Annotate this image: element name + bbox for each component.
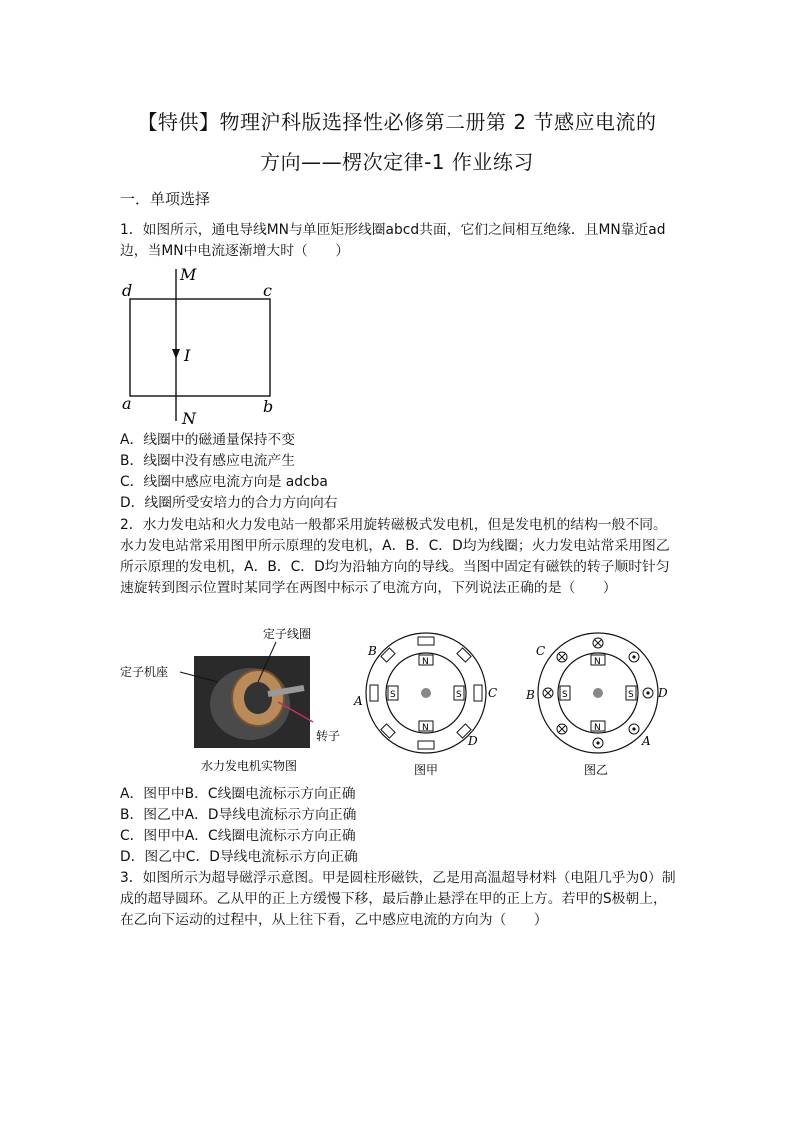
caption-photo: 水力发电机实物图: [201, 759, 298, 773]
yi-pole-n-bottom: N: [594, 723, 601, 733]
current-arrow-icon: [172, 349, 180, 359]
q1-option-a: A．线圈中的磁通量保持不变: [120, 432, 295, 448]
caption-yi: 图乙: [584, 763, 609, 777]
q1-option-c: C．线圈中感应电流方向是 adcba: [120, 474, 328, 490]
jia-label-A: A: [354, 694, 363, 708]
caption-jia: 图甲: [414, 763, 439, 777]
jia-label-B: B: [368, 644, 377, 658]
yi-pole-s-right: S: [628, 690, 634, 700]
yi-label-C: C: [536, 644, 546, 658]
question-1-stem: 1．如图所示，通电导线MN与单匝矩形线圈abcd共面，它们之间相互绝缘．且MN靠近ad边，当MN中电流逐渐增大时（ ）: [120, 222, 666, 259]
q1-option-d: D．线圈所受安培力的合力方向向右: [120, 495, 338, 511]
pole-s-left: S: [390, 690, 396, 700]
yi-pole-n-top: N: [594, 657, 601, 667]
label-rotor: 转子: [316, 729, 341, 743]
label-I: I: [184, 346, 191, 365]
label-d: d: [122, 281, 133, 300]
q2-option-c: C．图甲中A．C线圈电流标示方向正确: [120, 828, 356, 844]
diagram-jia: [353, 633, 497, 753]
label-stator-base: 定子机座: [120, 665, 169, 679]
section-heading: 一．单项选择: [120, 190, 211, 208]
pole-n-top: N: [422, 657, 429, 667]
yi-pole-s-left: S: [562, 690, 568, 700]
coil-rectangle: [130, 299, 270, 396]
question-2-stem: 2．水力发电站和火力发电站一般都采用旋转磁极式发电机，但是发电机的结构一般不同。水力发电站常采用图甲所示原理的发电机，A．B．C．D均为线圈；火力发电站常采用图乙所示原理的发电机，A．B．C．D均为沿轴方向的导线。当图中固定有磁铁的转子顺时针匀速旋转到图示位置时某同学在两图中标示了电流方向，下列说法正确的是（ ）: [120, 517, 670, 596]
document-title-line-2: 方向——楞次定律-1 作业练习: [260, 150, 534, 174]
q2-option-b: B．图乙中A．D导线电流标示方向正确: [120, 807, 357, 823]
label-N: N: [182, 409, 196, 428]
label-b: b: [263, 397, 274, 416]
question-1-figure: [118, 264, 288, 428]
diagram-yi: [525, 633, 668, 753]
pole-n-bottom: N: [422, 723, 429, 733]
label-c: c: [263, 281, 272, 300]
yi-label-A: A: [642, 734, 651, 748]
label-M: M: [180, 265, 197, 284]
document-title-line-1: 【特供】物理沪科版选择性必修第二册第 2 节感应电流的: [137, 110, 657, 134]
label-a: a: [122, 394, 132, 413]
generator-photo: [180, 642, 313, 748]
q1-option-b: B．线圈中没有感应电流产生: [120, 453, 296, 469]
question-2-figure: [118, 622, 678, 782]
yi-label-B: B: [526, 688, 535, 702]
yi-label-D: D: [658, 686, 668, 700]
question-3-stem: 3．如图所示为超导磁浮示意图。甲是圆柱形磁铁，乙是用高温超导材料（电阻几乎为0）制成的超导圆环。乙从甲的正上方缓慢下移，最后静止悬浮在甲的正上方。若甲的S极朝上，在乙向下运动的过程中，从上往下看，乙中感应电流的方向为（ ）: [120, 870, 676, 928]
q2-option-d: D．图乙中C．D导线电流标示方向正确: [120, 849, 358, 865]
pole-s-right: S: [456, 690, 462, 700]
jia-label-C: C: [488, 686, 498, 700]
label-stator-coil: 定子线圈: [263, 627, 312, 641]
q2-option-a: A．图甲中B．C线圈电流标示方向正确: [120, 786, 356, 802]
jia-label-D: D: [468, 734, 478, 748]
